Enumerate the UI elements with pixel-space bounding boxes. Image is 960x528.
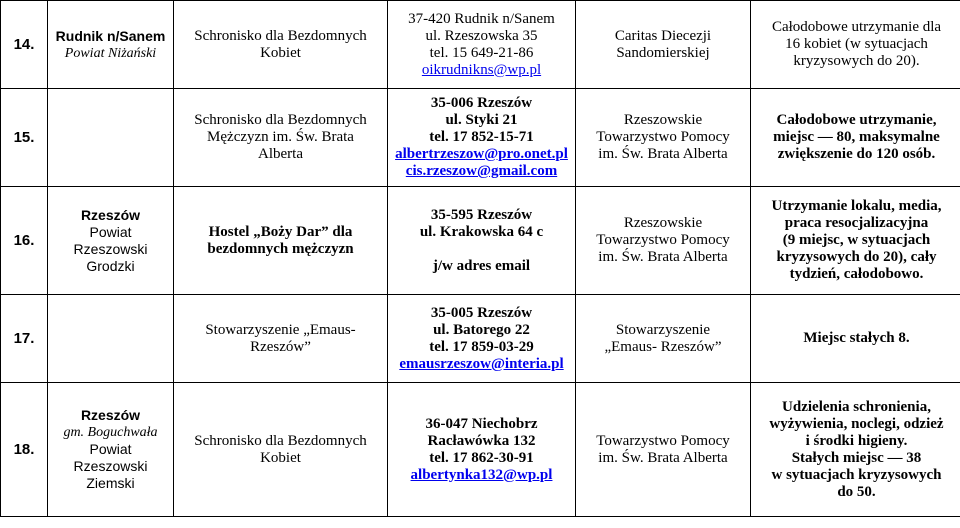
address-line: ul. Styki 21 (445, 112, 518, 128)
table-row (1, 89, 960, 187)
shelter-name-line: Alberta (258, 146, 303, 162)
notes-line: kryzysowych do 20). (793, 53, 920, 69)
row-number (1, 1, 48, 89)
address-line: tel. 17 859-03-29 (429, 338, 534, 355)
address-line: ul. Rzeszowska 35 (425, 27, 538, 44)
operator-line: „Emaus- Rzeszów” (604, 338, 722, 355)
email-link[interactable]: albertrzeszow@pro.onet.pl (395, 146, 568, 162)
notes-cell (751, 89, 960, 187)
row-number-text: 14. (13, 36, 35, 53)
row-number-text: 16. (13, 232, 35, 249)
operator-line: Rzeszowskie (623, 112, 703, 128)
shelter-name-line: Hostel „Boży Dar” dla (208, 223, 353, 240)
shelter-name-line: Kobiet (260, 449, 301, 466)
row-number-text: 15. (13, 129, 35, 146)
address-line: ul. Krakowska 64 c (419, 223, 544, 240)
notes-cell (751, 383, 960, 517)
shelter-name-line: bezdomnych mężczyzn (207, 240, 354, 257)
address-line (391, 241, 572, 258)
row-number-text: 18. (13, 441, 35, 458)
notes-cell (751, 187, 960, 295)
shelter-name-cell (174, 295, 388, 383)
operator-line: Caritas Diecezji (614, 27, 712, 44)
operator-cell (576, 1, 751, 89)
email-link[interactable]: emausrzeszow@interia.pl (399, 355, 564, 372)
address-line: tel. 15 649-21-86 (429, 44, 534, 61)
location-detail: Powiat Rzeszowski (73, 223, 148, 257)
address-cell (388, 295, 576, 383)
address-cell (388, 187, 576, 295)
notes-line: w sytuacjach kryzysowych (771, 466, 942, 483)
operator-line: Stowarzyszenie (615, 321, 711, 338)
operator-cell (576, 187, 751, 295)
address-line: tel. 17 852-15-71 (429, 129, 534, 145)
location-city: Rudnik n/Sanem (55, 27, 166, 44)
operator-line: Towarzystwo Pomocy (596, 232, 730, 248)
location-cell (48, 1, 174, 89)
notes-line: praca resocjalizacyjna (784, 215, 929, 231)
notes-line: Udzielenia schronienia, (782, 398, 931, 415)
shelter-name-line: Mężczyzn im. Św. Brata (207, 129, 354, 145)
notes-cell (751, 1, 960, 89)
operator-line: im. Św. Brata Alberta (598, 449, 728, 466)
location-detail: Ziemski (86, 475, 135, 491)
shelter-name-line: Stowarzyszenie „Emaus- (205, 321, 356, 338)
email-link[interactable]: cis.rzeszow@gmail.com (405, 163, 558, 179)
notes-line: Miejsc stałych 8. (803, 330, 910, 346)
shelter-name-cell (174, 1, 388, 89)
table-row (1, 1, 960, 89)
address-line: ul. Batorego 22 (433, 321, 530, 338)
operator-line: Rzeszowskie (623, 215, 703, 231)
email-link[interactable]: albertynka132@wp.pl (410, 466, 553, 483)
row-number (1, 187, 48, 295)
notes-line: Stałych miejsc — 38 (791, 449, 922, 466)
notes-line: (9 miejsc, w sytuacjach (782, 232, 931, 248)
shelter-name-cell (174, 89, 388, 187)
operator-cell (576, 89, 751, 187)
address-line: j/w adres email (432, 257, 531, 274)
shelter-name-line: Rzeszów” (250, 338, 311, 355)
address-cell (388, 1, 576, 89)
location-cell (48, 295, 174, 383)
location-detail: Grodzki (86, 257, 135, 274)
address-line: 35-006 Rzeszów (430, 95, 533, 111)
shelter-name-line: Kobiet (260, 44, 301, 61)
operator-line: Towarzystwo Pomocy (596, 432, 730, 449)
notes-line: Całodobowe utrzymanie, (776, 112, 937, 128)
row-number (1, 89, 48, 187)
location-cell (48, 383, 174, 517)
shelter-name-line: Schronisko dla Bezdomnych (194, 27, 367, 44)
address-line: 35-595 Rzeszów (430, 206, 533, 223)
location-cell (48, 187, 174, 295)
address-cell (388, 89, 576, 187)
operator-line: im. Św. Brata Alberta (598, 146, 728, 162)
row-number (1, 383, 48, 517)
table-row (1, 295, 960, 383)
shelter-name-cell (174, 383, 388, 517)
notes-line: Utrzymanie lokalu, media, (771, 198, 942, 214)
notes-line: Całodobowe utrzymanie dla (771, 19, 942, 35)
location-cell (48, 89, 174, 187)
table-row (1, 187, 960, 295)
notes-line: zwiększenie do 120 osób. (777, 146, 936, 162)
shelter-name-line: Schronisko dla Bezdomnych (194, 112, 367, 128)
operator-line: Towarzystwo Pomocy (596, 129, 730, 145)
location-detail: Powiat Rzeszowski (73, 441, 148, 474)
operator-cell (576, 383, 751, 517)
location-detail: Powiat Niżański (64, 45, 157, 61)
shelter-name-cell (174, 187, 388, 295)
row-number-text: 17. (13, 330, 35, 347)
notes-line: tydzień, całodobowo. (789, 266, 924, 282)
location-city: Rzeszów (80, 407, 141, 423)
address-line: 36-047 Niechobrz (425, 415, 538, 432)
address-cell (388, 383, 576, 517)
notes-line: do 50. (837, 483, 876, 500)
notes-line: miejsc — 80, maksymalne (773, 129, 940, 145)
notes-line: i środki higieny. (805, 432, 908, 449)
address-line: 37-420 Rudnik n/Sanem (408, 10, 555, 27)
location-detail: gm. Boguchwała (63, 425, 158, 440)
address-line: Racławówka 132 (427, 432, 536, 449)
notes-cell (751, 295, 960, 383)
notes-line: wyżywienia, noclegi, odzież (769, 415, 944, 432)
operator-line: im. Św. Brata Alberta (598, 249, 728, 265)
address-line: tel. 17 862-30-91 (429, 449, 534, 466)
email-link[interactable]: oikrudnikns@wp.pl (421, 61, 542, 78)
notes-line: kryzysowych do 20), cały (776, 249, 937, 265)
row-number (1, 295, 48, 383)
location-city: Rzeszów (80, 206, 141, 223)
shelter-name-line: Schronisko dla Bezdomnych (194, 432, 367, 449)
operator-line: Sandomierskiej (616, 44, 710, 61)
table-row (1, 383, 960, 517)
address-line: 35-005 Rzeszów (430, 304, 533, 321)
notes-line: 16 kobiet (w sytuacjach (785, 36, 928, 52)
operator-cell (576, 295, 751, 383)
